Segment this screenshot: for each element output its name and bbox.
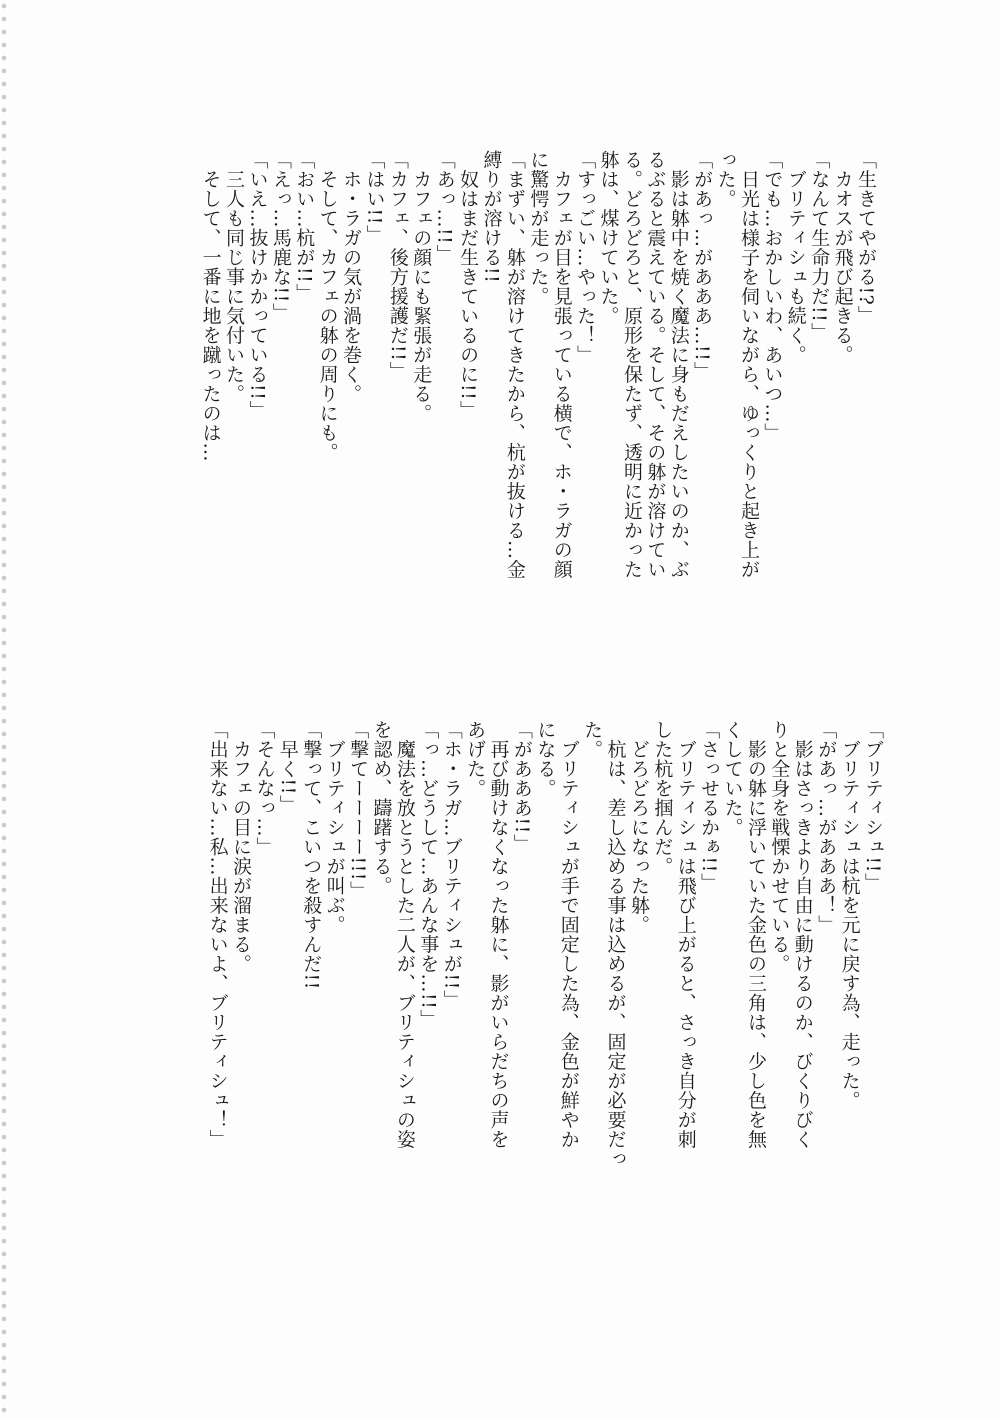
text-line: 再び動けなくなった躰に、影がいらだちの声を xyxy=(487,720,510,1149)
text-line: ブリティシュが叫ぶ。 xyxy=(323,720,346,935)
text-line: 「ホ・ラガ…ブリティシュが!!」 xyxy=(440,720,463,1010)
text-line: 縛りが溶ける!! xyxy=(480,150,503,284)
text-line: 「まずい、躰が溶けてきたから、杭が抜ける…金 xyxy=(503,150,526,579)
text-line: 「撃てーーーー!!!」 xyxy=(347,720,370,901)
text-line: 影は躰中を焼く魔法に身もだえしたいのか、ぶ xyxy=(667,150,690,579)
text-line: 「があっ…があああ！」 xyxy=(815,720,838,935)
text-line: 早く!!」 xyxy=(276,720,299,815)
text-line: ブリティシュも続く。 xyxy=(784,150,807,365)
text-line: そして、カフェの躰の周りにも。 xyxy=(316,150,339,462)
text-line: 「でも…おかしいわ、あいつ…」 xyxy=(761,150,784,443)
text-line: カフェの顔にも緊張が走る。 xyxy=(410,150,433,423)
text-line: った。 xyxy=(714,150,737,209)
binding-holes xyxy=(0,0,14,1420)
text-line: カフェが目を見張っている横で、ホ・ラガの顔 xyxy=(550,150,573,579)
text-line: 影はさっきより自由に動けるのか、びくりびく xyxy=(791,720,814,1149)
text-line: 「撃って、こいつを殺すんだ!! xyxy=(300,720,323,990)
text-line: 「出来ない…私…出来ないよ、ブリティシュ！」 xyxy=(206,720,229,1149)
text-line: 「いえ…抜けかかっている!!」 xyxy=(246,150,269,420)
text-line: カオスが飛び起きる。 xyxy=(831,150,854,365)
text-line: 「生きてやがる!?」 xyxy=(855,150,877,325)
text-line: どろどろになった躰。 xyxy=(627,720,650,935)
text-line: に驚愕が走った。 xyxy=(527,150,550,306)
text-line: くしていた。 xyxy=(721,720,744,837)
text-line: 影の躰に浮いていた金色の三角は、少し色を無 xyxy=(744,720,767,1149)
text-line: 「っ…どうして…あんな事を…!!」 xyxy=(417,720,440,1029)
text-line: ホ・ラガの気が渦を巻く。 xyxy=(340,150,363,404)
text-block-top xyxy=(157,150,877,660)
text-line: 「すっごい…やった！」 xyxy=(574,150,597,365)
text-line: そして、一番に地を蹴ったのは… xyxy=(199,150,222,462)
text-line: 「おい…杭が!!」 xyxy=(293,150,316,303)
text-line: カフェの目に涙が溜まる。 xyxy=(230,720,253,974)
text-line: 「はい!!」 xyxy=(363,150,386,245)
text-line: 「なんて生命力だ!!」 xyxy=(808,150,831,342)
text-line: ブリティシュは飛び上がると、さっき自分が刺 xyxy=(674,720,697,1149)
text-line: 奴はまだ生きているのに!!」 xyxy=(457,150,480,420)
text-line: した杭を掴んだ。 xyxy=(651,720,674,876)
text-line: 「があっ…があああ…!!」 xyxy=(691,150,714,381)
text-line: 「えっ…馬鹿な!!」 xyxy=(269,150,292,323)
text-line: 魔法を放とうとした二人が、ブリティシュの姿 xyxy=(393,720,416,1149)
text-line: 「そんなっ…」 xyxy=(253,720,276,857)
text-line: 「ブリティシュ!!」 xyxy=(862,720,884,893)
text-line: りと全身を戦慄かせている。 xyxy=(768,720,791,974)
text-line: あげた。 xyxy=(464,720,487,798)
text-line: になる。 xyxy=(534,720,557,798)
text-line: を認め、躊躇する。 xyxy=(370,720,393,896)
text-line: 「カフェ、後方援護だ!!」 xyxy=(386,150,409,381)
text-line: るぶると震えている。そして、その躰が溶けてい xyxy=(644,150,667,579)
text-line: る。どろどろと、原形を保たず、透明に近かった xyxy=(620,150,643,579)
text-line: ブリティシュは杭を元に戻す為、走った。 xyxy=(838,720,861,1110)
text-line: 三人も同じ事に気付いた。 xyxy=(223,150,246,404)
text-line: 躰は、煤けていた。 xyxy=(597,150,620,326)
text-line: 杭は、差し込める事は込めるが、固定が必要だっ xyxy=(604,720,627,1169)
text-line: 「あっ…!!」 xyxy=(433,150,456,264)
text-line: ブリティシュが手で固定した為、金色が鮮やか xyxy=(557,720,580,1149)
text-line: 日光は様子を伺いながら、ゆっくりと起き上が xyxy=(737,150,760,579)
text-line: た。 xyxy=(581,720,604,759)
text-line: 「があああ!!」 xyxy=(510,720,533,854)
text-block-bottom xyxy=(164,720,884,1240)
text-line: 「さっせるかぁ!!」 xyxy=(698,720,721,893)
